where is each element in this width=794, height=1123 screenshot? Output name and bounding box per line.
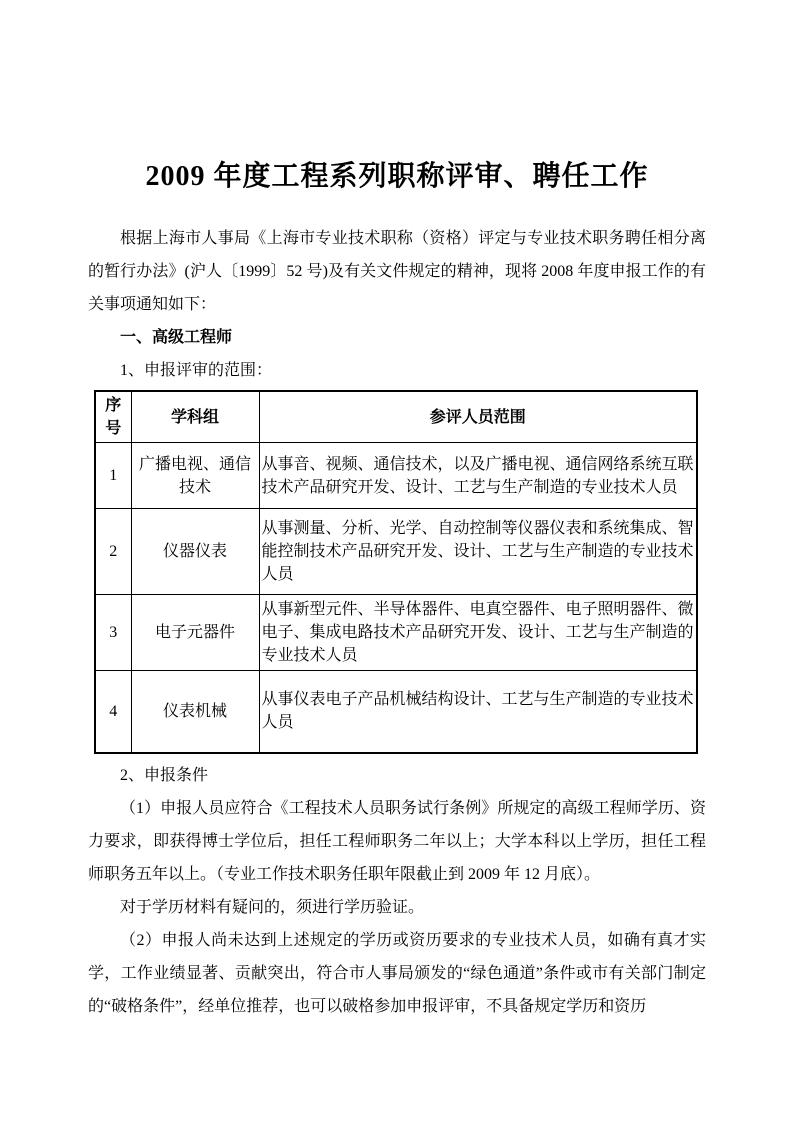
header-cell-scope: 参评人员范围 bbox=[259, 391, 697, 443]
cell-discipline-group: 仪器仪表 bbox=[131, 509, 259, 595]
cell-row-number: 1 bbox=[95, 443, 131, 509]
condition-paragraph-2: （2）申报人尚未达到上述规定的学历或资历要求的专业技术人员，如确有真才实学，工作业绩显著、贡献突出，符合市人事局颁发的“绿色通道”条件或市有关部门制定的“破格条件”，经单位推荐，也可以破格参加申报评审，不具备规定学历和资历 bbox=[88, 931, 706, 1015]
review-scope-table bbox=[94, 390, 698, 754]
intro-paragraph: 根据上海市人事局《上海市专业技术职称（资格）评定与专业技术职务聘任相分离的暂行办法》(沪人〔1999〕52 号)及有关文件规定的精神，现将 2008 年度申报工作的有关事项通知如下： bbox=[88, 230, 706, 313]
cell-personnel-scope: 从事仪表电子产品机械结构设计、工艺与生产制造的专业技术人员 bbox=[259, 671, 697, 753]
scope-label: 1、申报评审的范围： bbox=[120, 362, 273, 379]
cell-discipline-group: 广播电视、通信技术 bbox=[131, 443, 259, 509]
table-header-row bbox=[95, 391, 697, 443]
table-row bbox=[95, 595, 697, 671]
document-content bbox=[0, 156, 794, 1023]
cell-personnel-scope: 从事测量、分析、光学、自动控制等仪器仪表和系统集成、智能控制技术产品研究开发、设计、工艺与生产制造的专业技术人员 bbox=[259, 509, 697, 595]
cell-personnel-scope: 从事新型元件、半导体器件、电真空器件、电子照明器件、微电子、集成电路技术产品研究开发、设计、工艺与生产制造的专业技术人员 bbox=[259, 595, 697, 671]
table-row bbox=[95, 509, 697, 595]
cell-discipline-group: 仪表机械 bbox=[131, 671, 259, 753]
condition-paragraph-1: （1）申报人员应符合《工程技术人员职务试行条例》所规定的高级工程师学历、资力要求，即获得博士学位后，担任工程师职务二年以上；大学本科以上学历，担任工程师职务五年以上。（专业工作技术职务任职年限截止到 2009 年 12 月底）。 bbox=[88, 799, 706, 883]
conditions-label: 2、申报条件 bbox=[120, 766, 209, 784]
cell-discipline-group: 电子元器件 bbox=[131, 595, 259, 671]
header-cell-no: 序号 bbox=[95, 391, 131, 443]
cell-row-number: 4 bbox=[95, 671, 131, 753]
section-heading: 一、高级工程师 bbox=[120, 329, 233, 346]
table-row bbox=[95, 443, 697, 509]
cell-row-number: 3 bbox=[95, 595, 131, 671]
table-row bbox=[95, 671, 697, 753]
cell-row-number: 2 bbox=[95, 509, 131, 595]
page-title: 2009 年度工程系列职称评审、聘任工作 bbox=[145, 161, 649, 192]
header-cell-group: 学科组 bbox=[131, 391, 259, 443]
cell-personnel-scope: 从事音、视频、通信技术，以及广播电视、通信网络系统互联技术产品研究开发、设计、工艺与生产制造的专业技术人员 bbox=[259, 443, 697, 509]
note-paragraph: 对于学历材料有疑问的，须进行学历验证。 bbox=[120, 898, 425, 916]
